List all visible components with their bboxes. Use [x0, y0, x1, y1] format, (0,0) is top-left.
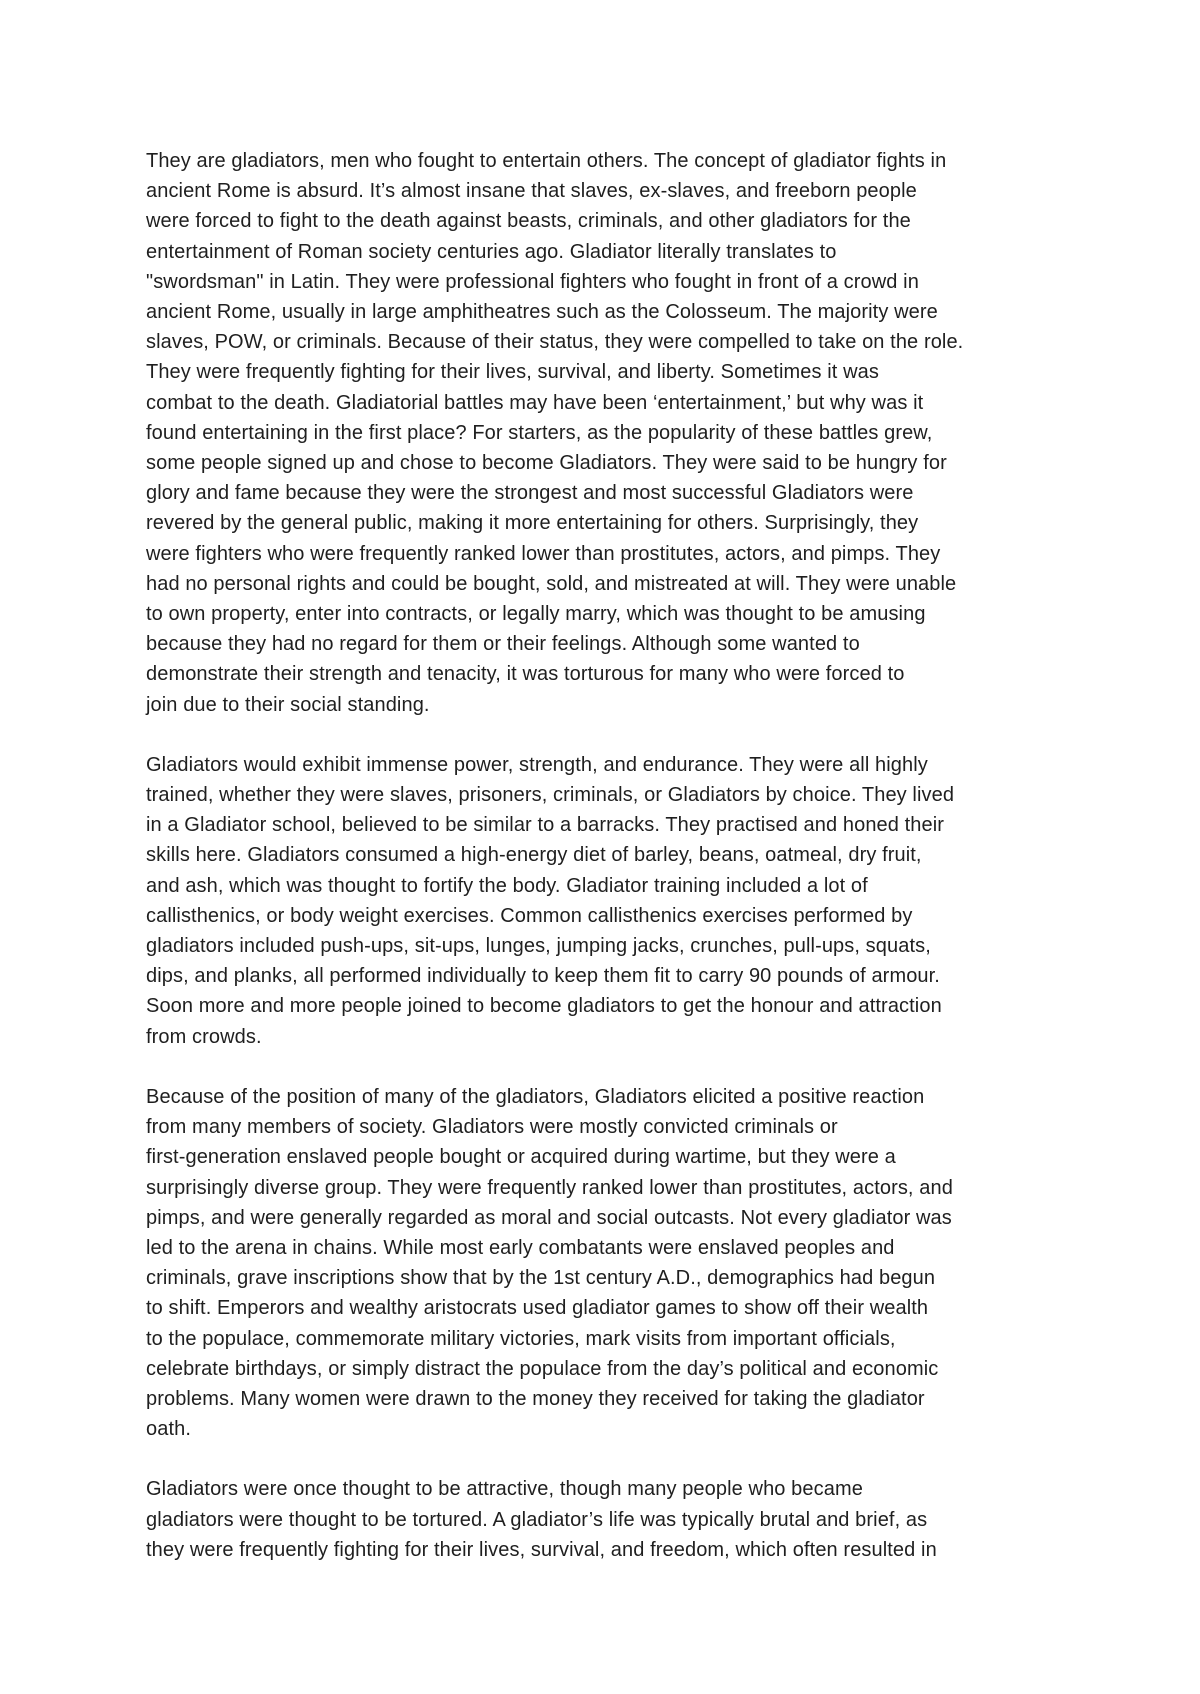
paragraph-3 — [146, 1082, 1066, 1444]
paragraph-line: skills here. Gladiators consumed a high-energy diet of barley, beans, oatmeal, dry fruit, — [146, 844, 922, 867]
paragraph-line: Gladiators were once thought to be attractive, though many people who became — [146, 1478, 863, 1501]
paragraph-line: They are gladiators, men who fought to entertain others. The concept of gladiator fights in — [146, 150, 947, 172]
paragraph-line: join due to their social standing. — [146, 693, 430, 716]
paragraph-line: pimps, and were generally regarded as moral and social outcasts. Not every gladiator was — [146, 1206, 952, 1229]
paragraph-line: to own property, enter into contracts, or legally marry, which was thought to be amusing — [146, 603, 926, 626]
paragraph-line: Gladiators would exhibit immense power, strength, and endurance. They were all highly — [146, 753, 928, 776]
paragraph-line: were forced to fight to the death against beasts, criminals, and other gladiators for the — [146, 210, 911, 233]
paragraph-line: to the populace, commemorate military victories, mark visits from important officials, — [146, 1327, 896, 1350]
paragraph-line: to shift. Emperors and wealthy aristocrats used gladiator games to show off their wealth — [146, 1297, 929, 1320]
paragraph-line: ancient Rome is absurd. It’s almost insane that slaves, ex-slaves, and freeborn people — [146, 180, 917, 203]
paragraph-line: callisthenics, or body weight exercises. Common callisthenics exercises performed by — [146, 904, 913, 927]
paragraph-line: They were frequently fighting for their lives, survival, and liberty. Sometimes it was — [146, 361, 879, 384]
paragraph-line: problems. Many women were drawn to the money they received for taking the gladiator — [146, 1387, 925, 1410]
paragraph-line: Because of the position of many of the gladiators, Gladiators elicited a positive reaction — [146, 1085, 925, 1108]
paragraph-line: ancient Rome, usually in large amphitheatres such as the Colosseum. The majority were — [146, 301, 938, 324]
paragraph-line: demonstrate their strength and tenacity, it was torturous for many who were forced to — [146, 663, 905, 686]
paragraph-line: from many members of society. Gladiators were mostly convicted criminals or — [146, 1116, 838, 1139]
paragraph-line: dips, and planks, all performed individually to keep them fit to carry 90 pounds of armour. — [146, 965, 940, 988]
paragraph-1 — [146, 146, 1066, 720]
paragraph-line: gladiators were thought to be tortured. A gladiator’s life was typically brutal and brief, as — [146, 1508, 928, 1531]
paragraph-line: slaves, POW, or criminals. Because of their status, they were compelled to take on the role. — [146, 331, 964, 354]
paragraph-line: because they had no regard for them or their feelings. Although some wanted to — [146, 633, 860, 656]
paragraph-line: were fighters who were frequently ranked lower than prostitutes, actors, and pimps. They — [146, 542, 941, 565]
paragraph-line: trained, whether they were slaves, prisoners, criminals, or Gladiators by choice. They lived — [146, 784, 955, 807]
document-body — [146, 146, 1066, 1595]
paragraph-line: had no personal rights and could be bought, sold, and mistreated at will. They were unable — [146, 572, 957, 595]
paragraph-line: led to the arena in chains. While most early combatants were enslaved peoples and — [146, 1236, 895, 1259]
paragraph-line: and ash, which was thought to fortify the body. Gladiator training included a lot of — [146, 874, 868, 897]
paragraph-line: "swordsman" in Latin. They were professional fighters who fought in front of a crowd in — [146, 270, 919, 293]
paragraph-2 — [146, 750, 1066, 1052]
paragraph-line: they were frequently fighting for their lives, survival, and freedom, which often resulted in — [146, 1538, 937, 1561]
paragraph-line: surprisingly diverse group. They were frequently ranked lower than prostitutes, actors, and — [146, 1176, 953, 1199]
paragraph-line: criminals, grave inscriptions show that by the 1st century A.D., demographics had begun — [146, 1267, 936, 1290]
paragraph-line: in a Gladiator school, believed to be similar to a barracks. They practised and honed their — [146, 814, 945, 837]
paragraph-line: some people signed up and chose to become Gladiators. They were said to be hungry for — [146, 452, 947, 475]
paragraph-line: combat to the death. Gladiatorial battles may have been ‘entertainment,’ but why was it — [146, 391, 924, 414]
paragraph-line: glory and fame because they were the strongest and most successful Gladiators were — [146, 482, 914, 505]
paragraph-line: from crowds. — [146, 1025, 262, 1048]
paragraph-line: oath. — [146, 1418, 191, 1441]
paragraph-line: first-generation enslaved people bought or acquired during wartime, but they were a — [146, 1146, 896, 1169]
paragraph-line: revered by the general public, making it more entertaining for others. Surprisingly, they — [146, 512, 919, 535]
paragraph-line: celebrate birthdays, or simply distract the populace from the day’s political and economic — [146, 1357, 939, 1380]
paragraph-line: Soon more and more people joined to become gladiators to get the honour and attraction — [146, 995, 942, 1018]
paragraph-line: found entertaining in the first place? For starters, as the popularity of these battles grew, — [146, 421, 933, 444]
paragraph-4 — [146, 1474, 1066, 1565]
paragraph-line: entertainment of Roman society centuries ago. Gladiator literally translates to — [146, 240, 837, 263]
paragraph-line: gladiators included push-ups, sit-ups, lunges, jumping jacks, crunches, pull-ups, squats, — [146, 935, 931, 958]
